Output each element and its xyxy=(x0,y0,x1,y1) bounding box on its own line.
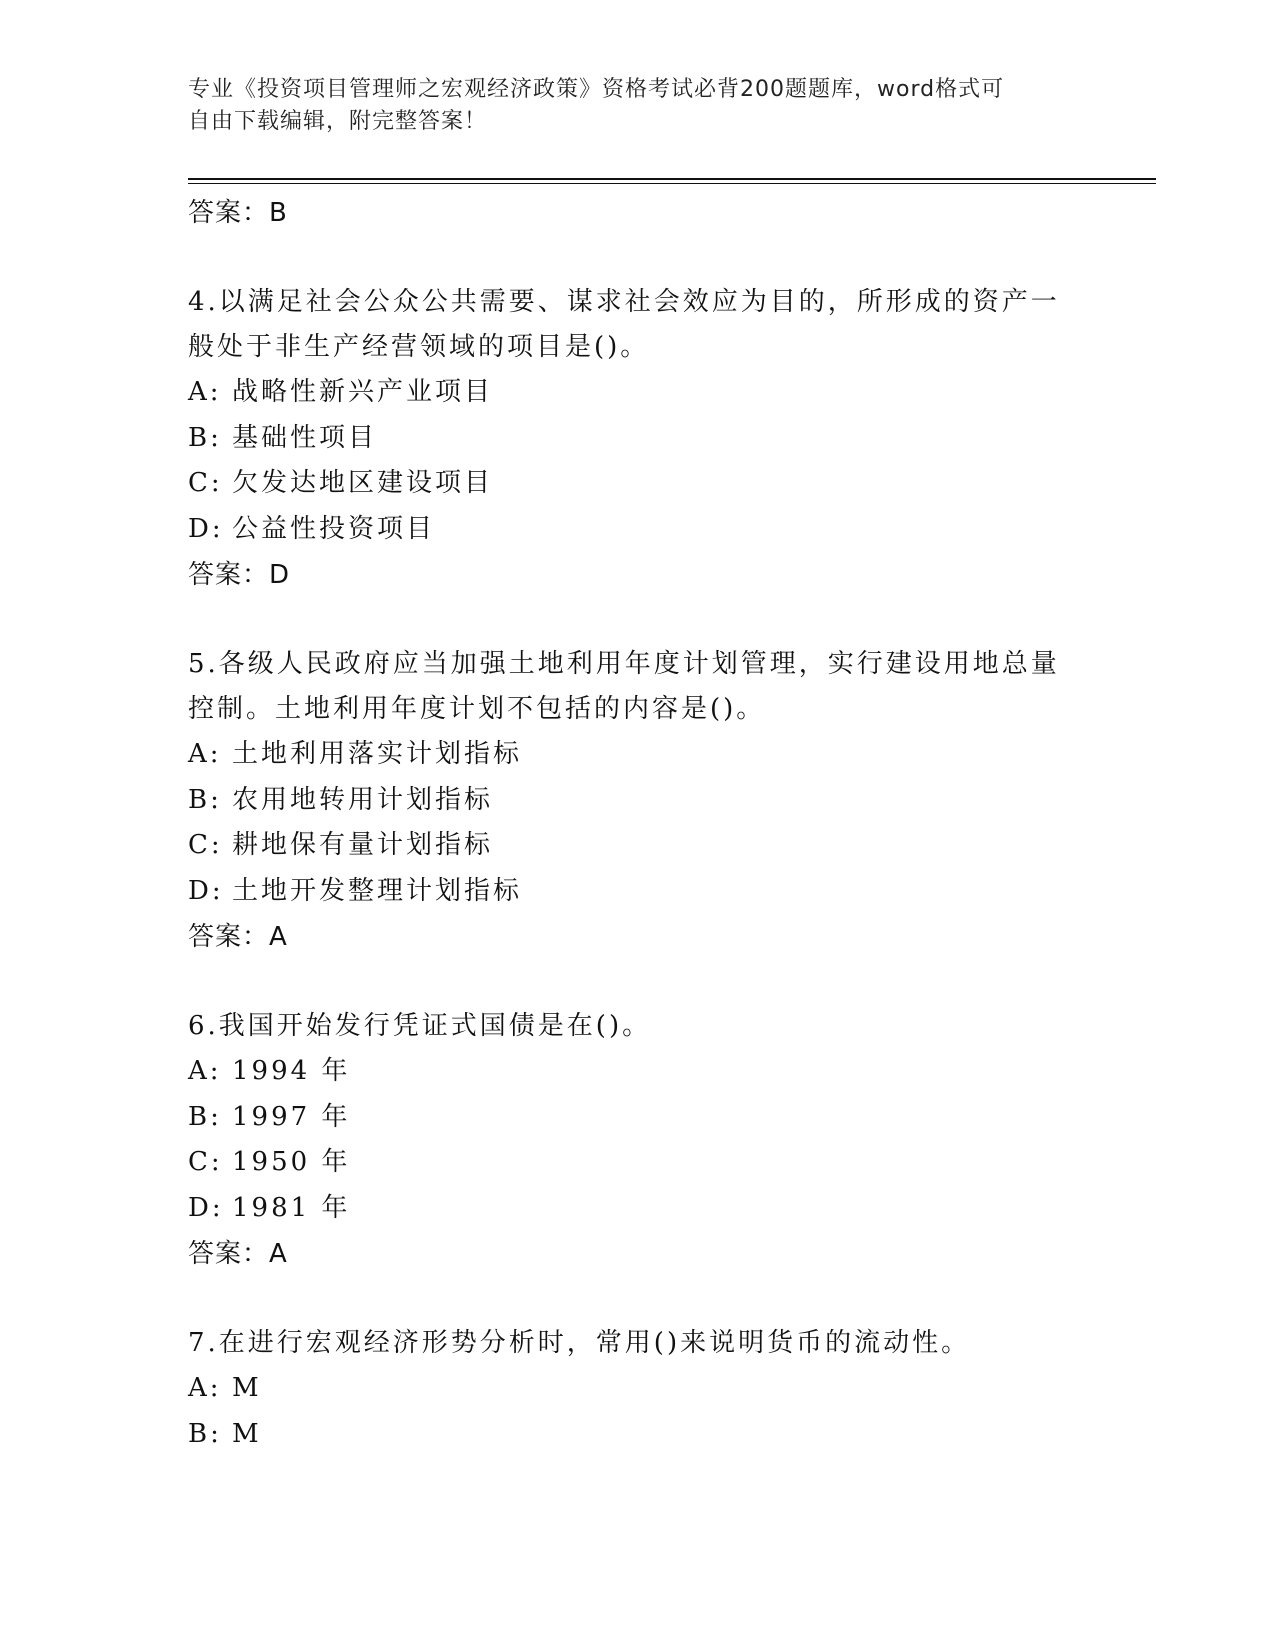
option-key: B: xyxy=(188,784,222,815)
question-4-option-c xyxy=(188,461,1088,507)
option-text: 耕地保有量计划指标 xyxy=(232,830,494,860)
header-line-1: 专业《投资项目管理师之宏观经济政策》资格考试必背200题题库，word格式可 xyxy=(188,77,1005,102)
question-6 xyxy=(188,1004,1088,1277)
header-divider-thick xyxy=(188,178,1156,180)
question-4-answer: 答案：D xyxy=(188,560,291,590)
header-line-2: 自由下载编辑，附完整答案！ xyxy=(188,109,488,134)
option-text: 战略性新兴产业项目 xyxy=(232,377,494,407)
page-header xyxy=(188,74,1068,138)
question-5-option-d xyxy=(188,869,1088,915)
option-key: B: xyxy=(188,1101,222,1132)
question-5-option-b xyxy=(188,778,1088,824)
question-4-option-d xyxy=(188,507,1088,553)
question-6-answer: 答案：A xyxy=(188,1239,288,1269)
question-6-option-d xyxy=(188,1186,1088,1232)
option-key: D: xyxy=(188,875,224,906)
option-key: B: xyxy=(188,422,222,453)
option-text: M xyxy=(232,1418,262,1449)
option-text: 公益性投资项目 xyxy=(232,513,436,544)
option-key: A: xyxy=(188,377,222,407)
question-list xyxy=(188,190,1088,1457)
question-4-text-line-2: 般处于非生产经营领域的项目是()。 xyxy=(188,332,650,362)
question-6-option-b xyxy=(188,1095,1088,1141)
question-4-text-line-1: 4.以满足社会公众公共需要、谋求社会效应为目的，所形成的资产一 xyxy=(188,287,1060,317)
option-text: 基础性项目 xyxy=(232,422,378,453)
question-5-answer: 答案：A xyxy=(188,922,288,952)
question-5-text-line-1: 5.各级人民政府应当加强土地利用年度计划管理，实行建设用地总量 xyxy=(188,649,1060,679)
question-6-text: 6.我国开始发行凭证式国债是在()。 xyxy=(188,1011,652,1041)
option-key: A: xyxy=(188,1373,222,1403)
question-6-option-a xyxy=(188,1049,1088,1095)
option-text: 农用地转用计划指标 xyxy=(232,784,494,815)
option-key: C: xyxy=(188,1147,223,1177)
question-7-text: 7.在进行宏观经济形势分析时，常用()来说明货币的流动性。 xyxy=(188,1328,971,1358)
option-text: 土地开发整理计划指标 xyxy=(232,875,523,906)
option-text: 1950 年 xyxy=(232,1147,351,1177)
option-key: A: xyxy=(188,1056,222,1086)
header-divider-thin xyxy=(188,183,1156,184)
question-7-option-b xyxy=(188,1412,1088,1458)
question-5 xyxy=(188,642,1088,960)
option-text: 欠发达地区建设项目 xyxy=(232,468,494,498)
option-key: D: xyxy=(188,1192,224,1223)
option-key: C: xyxy=(188,830,223,860)
question-7-option-a xyxy=(188,1366,1088,1412)
question-4-option-b xyxy=(188,416,1088,462)
option-text: 1997 年 xyxy=(232,1101,351,1132)
question-5-option-a xyxy=(188,732,1088,778)
question-4 xyxy=(188,280,1088,598)
option-text: 1981 年 xyxy=(232,1192,351,1223)
question-6-option-c xyxy=(188,1140,1088,1186)
answer-previous: 答案：B xyxy=(188,198,288,228)
option-key: C: xyxy=(188,468,223,498)
option-text: 1994 年 xyxy=(232,1056,351,1086)
question-4-option-a xyxy=(188,370,1088,416)
option-text: 土地利用落实计划指标 xyxy=(232,739,523,769)
question-7 xyxy=(188,1321,1088,1457)
option-key: D: xyxy=(188,513,224,544)
option-key: B: xyxy=(188,1418,222,1449)
question-5-text-line-2: 控制。土地利用年度计划不包括的内容是()。 xyxy=(188,694,766,724)
option-key: A: xyxy=(188,739,222,769)
option-text: M xyxy=(232,1373,262,1403)
question-5-option-c xyxy=(188,823,1088,869)
